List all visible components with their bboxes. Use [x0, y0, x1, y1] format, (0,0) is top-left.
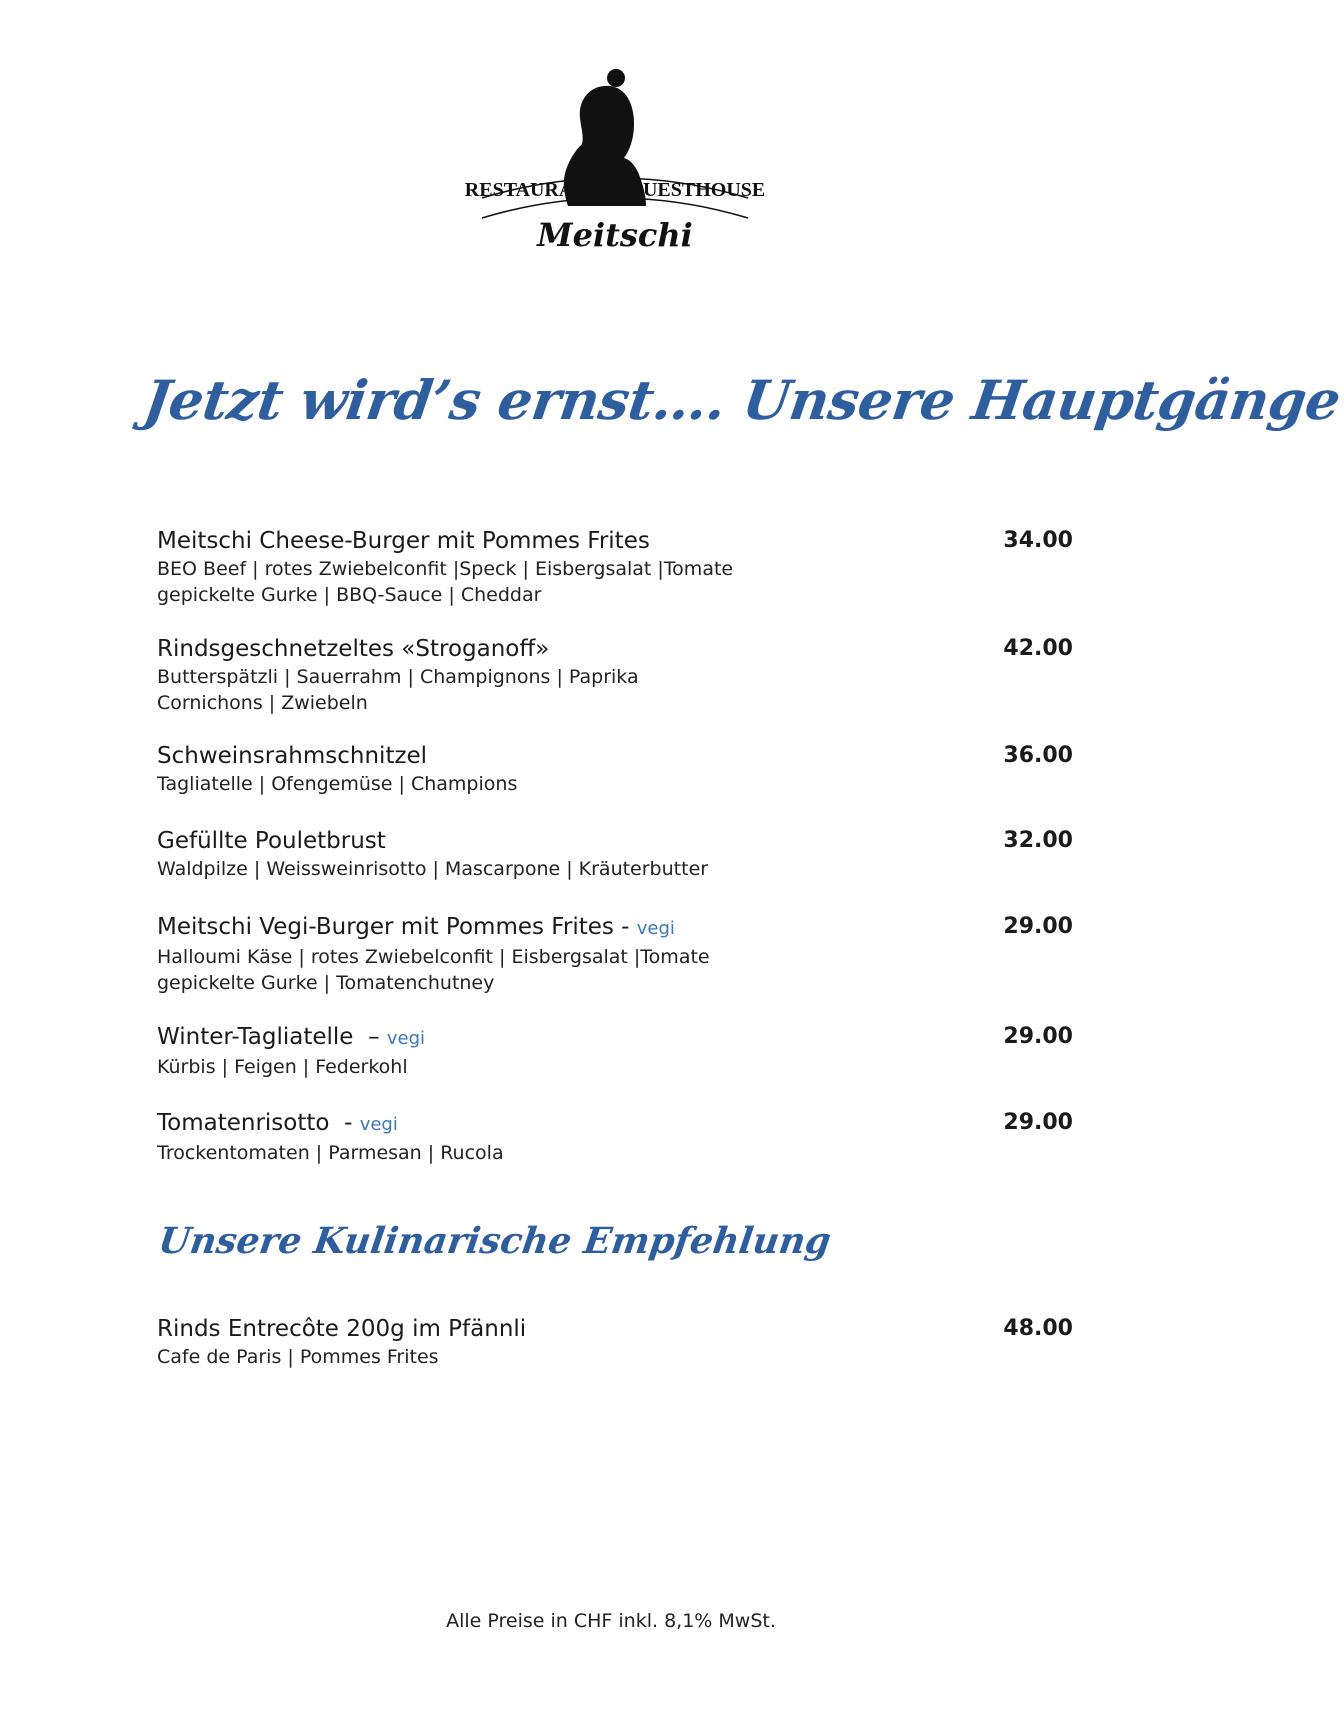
menu-item: [157, 526, 1073, 608]
menu-item-name: [157, 634, 1073, 664]
menu-item: [157, 634, 1073, 716]
menu-item: [157, 1022, 1073, 1080]
menu-item-description: gepickelte Gurke | BBQ-Sauce | Cheddar: [157, 584, 542, 606]
menu-item-name: [157, 1108, 1073, 1140]
page-title: Jetzt wird’s ernst…. Unsere Hauptgänge: [140, 368, 1344, 432]
menu-item-separator: –: [353, 1024, 387, 1050]
menu-item-title: Schweinsrahmschnitzel: [157, 743, 428, 769]
recommendation-item: [157, 1314, 1073, 1370]
menu-item-title: Meitschi Cheese-Burger mit Pommes Frites: [157, 528, 650, 554]
menu-item-description: Halloumi Käse | rotes Zwiebelconfit | Eisbergsalat |Tomate: [157, 946, 710, 968]
logo-line2: Meitschi: [537, 216, 693, 254]
menu-item-price: 36.00: [1003, 743, 1073, 768]
menu-item: [157, 1108, 1073, 1166]
menu-item-price: 34.00: [1003, 528, 1073, 553]
menu-item-title: Gefüllte Pouletbrust: [157, 828, 386, 854]
menu-item-name: [157, 741, 1073, 771]
logo-line1: RESTAURANT & GUESTHOUSE: [464, 179, 766, 201]
restaurant-logo: [464, 66, 766, 266]
price-note: Alle Preise in CHF inkl. 8,1% MwSt.: [446, 1610, 776, 1632]
menu-item: [157, 912, 1073, 996]
vegi-tag: vegi: [359, 1114, 398, 1135]
menu-item: [157, 741, 1073, 797]
menu-item-description: Butterspätzli | Sauerrahm | Champignons | Paprika: [157, 666, 639, 688]
menu-item-name: [157, 1022, 1073, 1054]
menu-item-description: BEO Beef | rotes Zwiebelconfit |Speck | Eisbergsalat |Tomate: [157, 558, 734, 580]
menu-item: [157, 826, 1073, 882]
menu-item-description: Trockentomaten | Parmesan | Rucola: [157, 1142, 504, 1164]
menu-item-name: [157, 826, 1073, 856]
menu-item-description: Cornichons | Zwiebeln: [157, 692, 368, 714]
menu-item-price: 32.00: [1003, 828, 1073, 853]
menu-item-title: Meitschi Vegi-Burger mit Pommes Frites: [157, 914, 614, 940]
menu-item-title: Tomatenrisotto: [157, 1110, 330, 1136]
menu-item-price: 42.00: [1003, 636, 1073, 661]
recommendation-desc: Cafe de Paris | Pommes Frites: [157, 1346, 439, 1368]
recommendation-title: Unsere Kulinarische Empfehlung: [156, 1220, 834, 1262]
menu-item-separator: -: [329, 1110, 360, 1136]
menu-item-price: 29.00: [1003, 1110, 1073, 1135]
menu-item-title: Winter-Tagliatelle: [157, 1024, 354, 1050]
menu-item-price: 29.00: [1003, 1024, 1073, 1049]
recommendation-name: Rinds Entrecôte 200g im Pfännli: [157, 1316, 527, 1342]
vegi-tag: vegi: [386, 1028, 426, 1049]
menu-item-title: Rindsgeschnetzeltes «Stroganoff»: [157, 636, 550, 662]
menu-item-separator: -: [613, 914, 637, 940]
menu-item-name: [157, 912, 1073, 944]
menu-item-description: gepickelte Gurke | Tomatenchutney: [157, 972, 495, 994]
menu-item-description: Waldpilze | Weissweinrisotto | Mascarpone | Kräuterbutter: [157, 858, 709, 880]
vegi-tag: vegi: [636, 918, 675, 939]
recommendation-price: 48.00: [1003, 1316, 1073, 1341]
menu-item-description: Tagliatelle | Ofengemüse | Champions: [157, 773, 518, 795]
menu-item-name: [157, 526, 1073, 556]
menu-item-description: Kürbis | Feigen | Federkohl: [157, 1056, 408, 1078]
menu-item-price: 29.00: [1003, 914, 1073, 939]
